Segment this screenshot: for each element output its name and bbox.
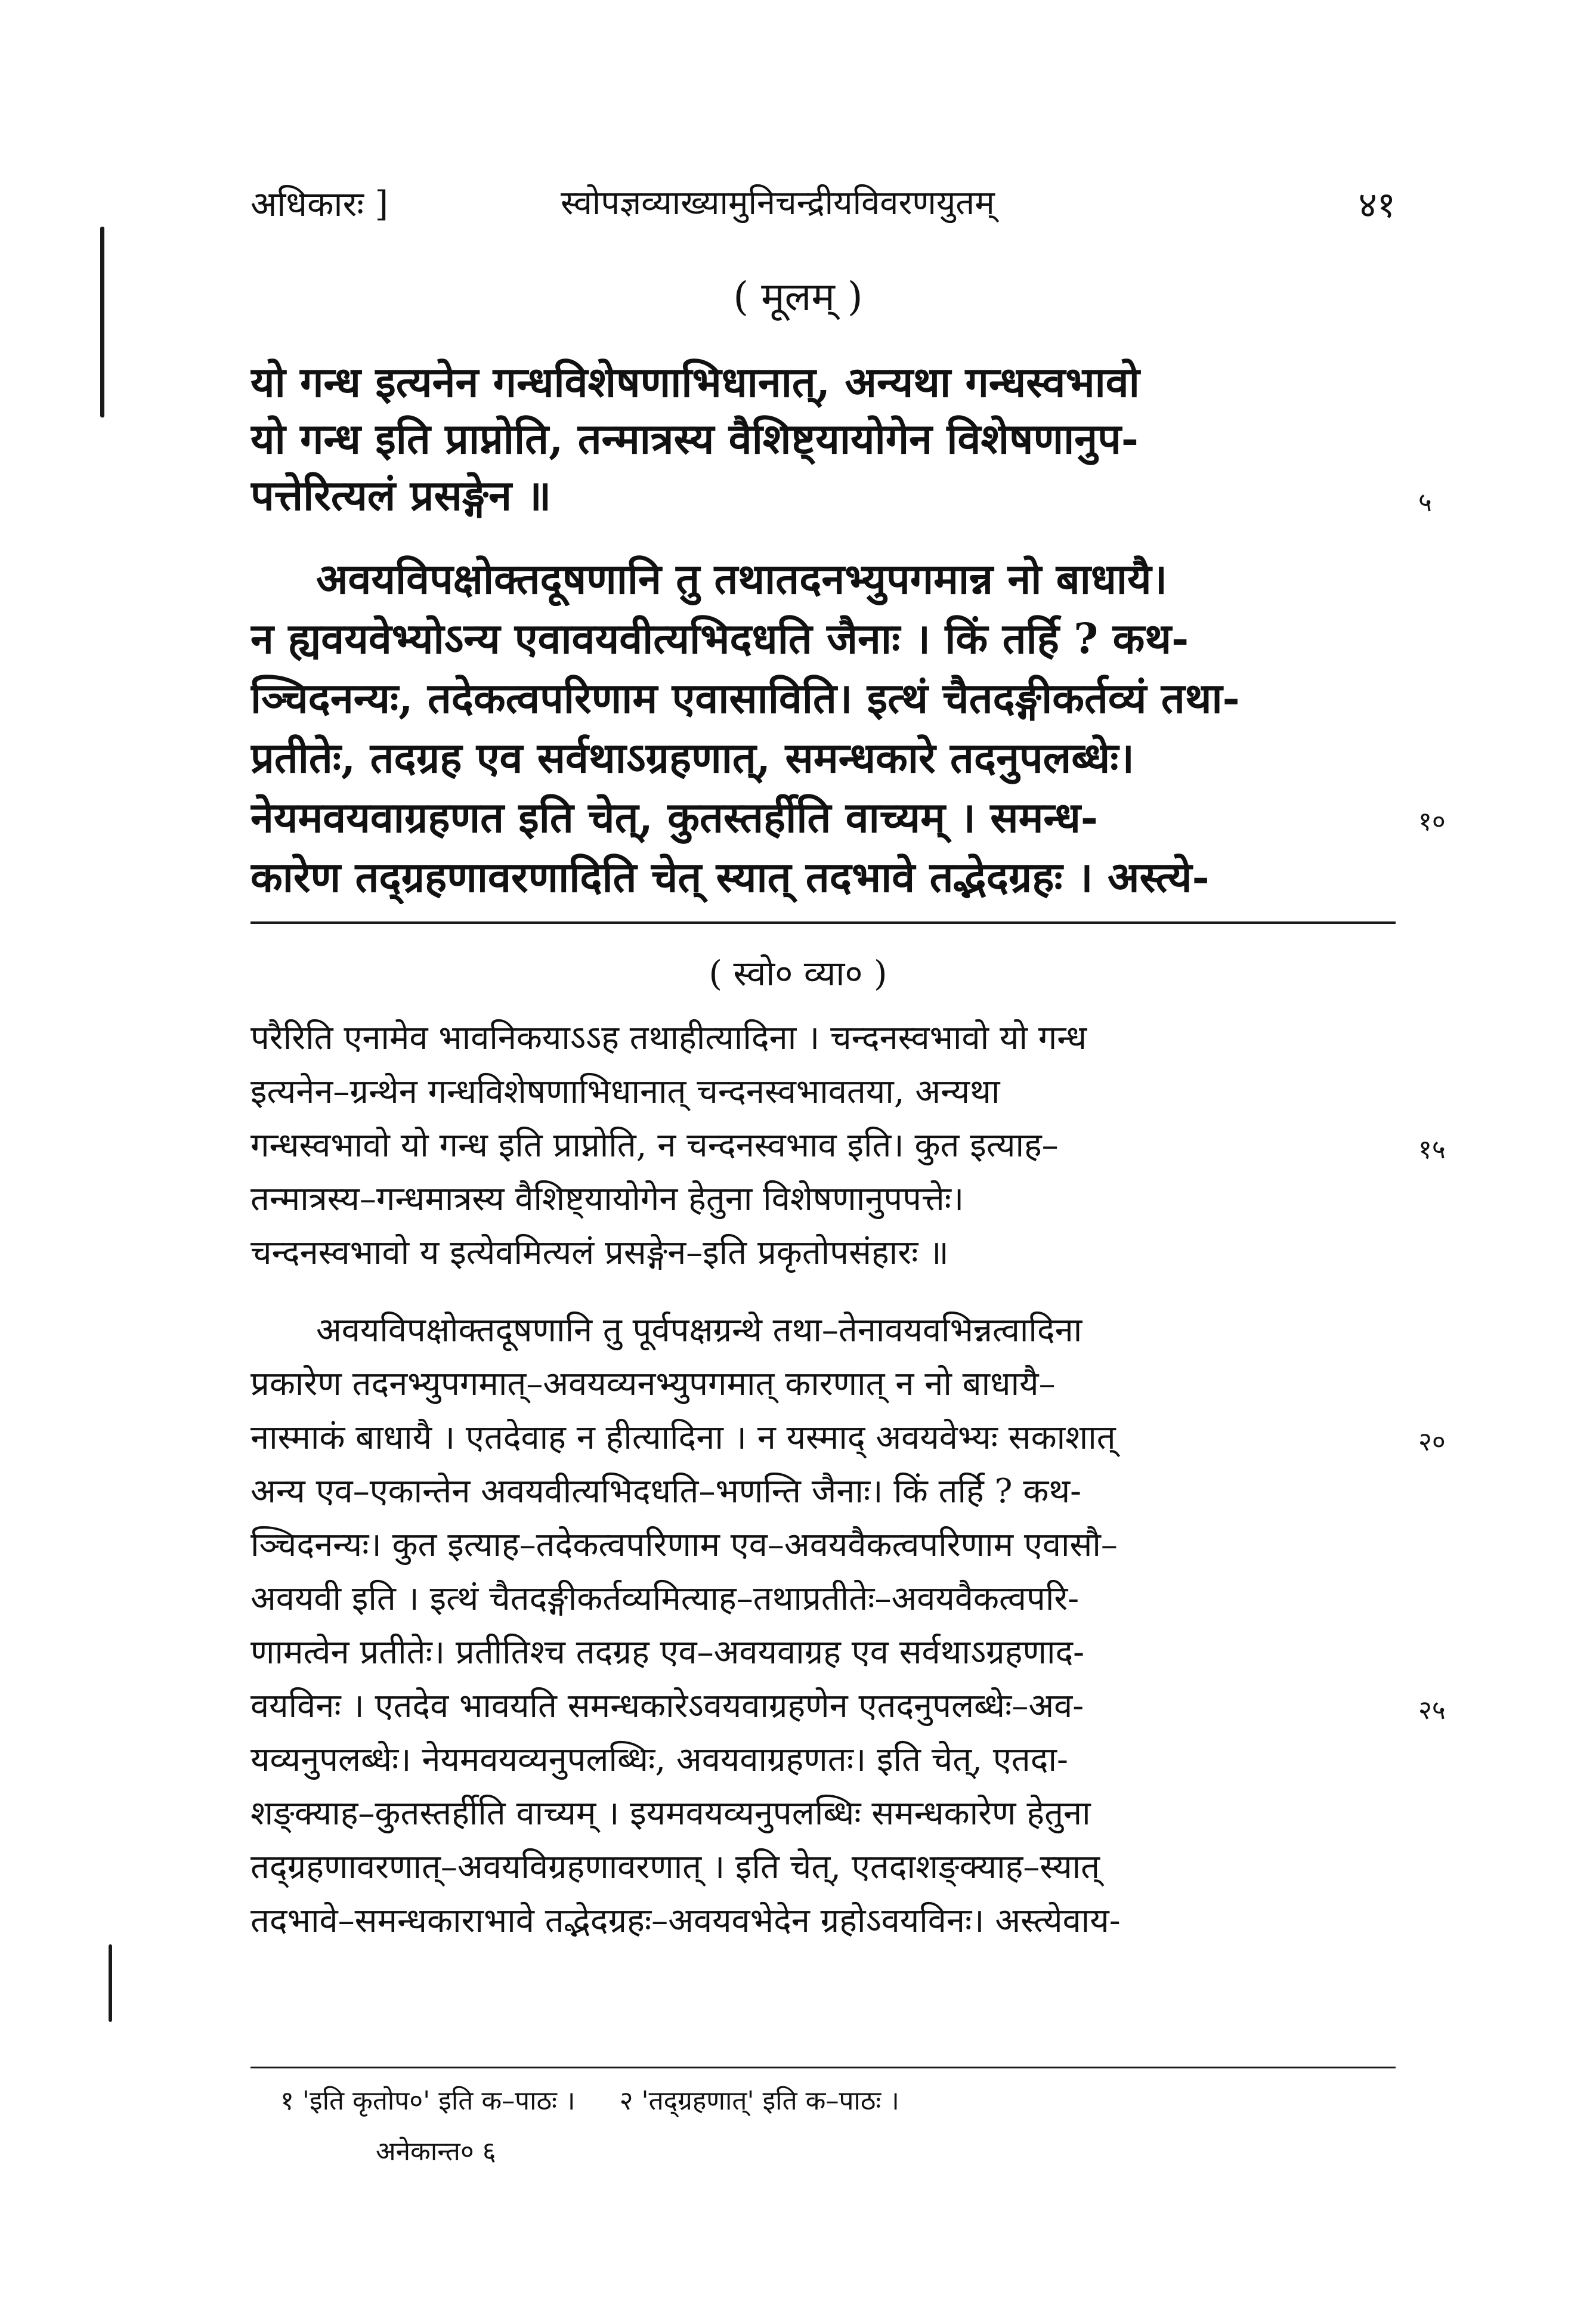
line-number-5: ५: [1418, 487, 1432, 518]
commentary-line: तद्ग्रहणावरणात्–अवयविग्रहणावरणात् । इति चेत्, एतदाशङ्क्याह–स्यात्: [250, 1848, 1100, 1886]
running-title: स्वोपज्ञव्याख्यामुनिचन्द्रीयविवरणयुतम्: [561, 184, 995, 222]
mula-line: यो गन्ध इत्यनेन गन्धविशेषणाभिधानात्, अन्यथा गन्धस्वभावो: [250, 357, 1140, 407]
commentary-line: वयविनः । एतदेव भावयति समन्धकारेऽवयवाग्रहणेन एतदनुपलब्धेः–अव-: [250, 1687, 1084, 1725]
mula-line: पत्तेरित्यलं प्रसङ्गेन ॥: [250, 471, 552, 520]
mula-heading: ( मूलम् ): [733, 274, 863, 320]
line-number-25: २५: [1418, 1695, 1446, 1725]
mula-line: ञ्चिदनन्यः, तदेकत्वपरिणाम एवासाविति। इत्थं चैतदङ्गीकर्तव्यं तथा-: [250, 673, 1240, 723]
footnotes: [280, 2082, 935, 2117]
left-margin-mark-top: [100, 227, 104, 417]
commentary-line: प्रकारेण तदनभ्युपगमात्–अवयव्यनभ्युपगमात् कारणात् न नो बाधायै–: [250, 1365, 1056, 1403]
commentary-line: ञ्चिदनन्यः। कुत इत्याह–तदेकत्वपरिणाम एव–अवयवैकत्वपरिणाम एवासौ–: [250, 1526, 1118, 1564]
commentary-line: यव्यनुपलब्धेः। नेयमवयव्यनुपलब्धिः, अवयवाग्रहणतः। इति चेत्, एतदा-: [250, 1740, 1068, 1779]
page-number: ४१: [1358, 184, 1396, 226]
commentary-heading: ( स्वो० व्या० ): [709, 953, 887, 994]
commentary-line: गन्धस्वभावो यो गन्ध इति प्राप्नोति, न चन्दनस्वभाव इति। कुत इत्याह–: [250, 1126, 1059, 1165]
section-divider: [250, 921, 1396, 924]
line-number-20: २०: [1418, 1427, 1446, 1457]
commentary-line: नास्माकं बाधायै । एतदेवाह न हीत्यादिना । न यस्माद् अवयवेभ्यः सकाशात्: [250, 1418, 1116, 1457]
signature-mark: अनेकान्त० ६: [376, 2136, 496, 2167]
left-margin-mark-bottom: [109, 1944, 112, 2022]
commentary-line: तन्मात्रस्य–गन्धमात्रस्य वैशिष्ट्यायोगेन हेतुना विशेषणानुपपत्तेः।: [250, 1180, 964, 1218]
commentary-line: परैरिति एनामेव भावनिकयाऽऽह तथाहीत्यादिना । चन्दनस्वभावो यो गन्ध: [250, 1019, 1087, 1057]
running-header: [250, 179, 1396, 233]
commentary-line: तदभावे–समन्धकाराभावे तद्भेदग्रहः–अवयवभेदेन ग्रहोऽवयविनः। अस्त्येवाय-: [250, 1901, 1121, 1940]
commentary-line: अन्य एव–एकान्तेन अवयवीत्यभिदधति–भणन्ति जैनाः। किं तर्हि ? कथ-: [250, 1472, 1082, 1511]
mula-line: प्रतीतेः, तदग्रह एव सर्वथाऽग्रहणात्, समन्धकारे तदनुपलब्धेः।: [250, 733, 1134, 783]
commentary-line: अवयविपक्षोक्तदूषणानि तु पूर्वपक्षग्रन्थे तथा–तेनावयवभिन्नत्वादिना: [316, 1311, 1082, 1350]
mula-line: अवयविपक्षोक्तदूषणानि तु तथातदनभ्युपगमान्न नो बाधायै।: [316, 554, 1168, 604]
commentary-line: अवयवी इति । इत्थं चैतदङ्गीकर्तव्यमित्याह–तथाप्रतीतेः–अवयवैकत्वपरि-: [250, 1579, 1080, 1618]
mula-line: कारेण तद्ग्रहणावरणादिति चेत् स्यात् तदभावे तद्भेदग्रहः । अस्त्ये-: [250, 852, 1210, 902]
commentary-line: णामत्वेन प्रतीतेः। प्रतीतिश्च तदग्रह एव–अवयवाग्रह एव सर्वथाऽग्रहणाद-: [250, 1633, 1085, 1672]
chapter-label: अधिकारः ]: [250, 184, 389, 224]
line-number-10: १०: [1418, 806, 1446, 837]
mula-line: यो गन्ध इति प्राप्नोति, तन्मात्रस्य वैशिष्ट्यायोगेन विशेषणानुप-: [250, 414, 1139, 463]
footnote-2: २ 'तद्ग्रहणात्' इति क–पाठः ।: [619, 2086, 899, 2116]
commentary-line: चन्दनस्वभावो य इत्येवमित्यलं प्रसङ्गेन–इति प्रकृतोपसंहारः ॥: [250, 1233, 949, 1272]
footnote-rule: [250, 2067, 1396, 2068]
footnote-1: १ 'इति कृतोप०' इति क–पाठः ।: [280, 2086, 576, 2116]
mula-line: न ह्यवयवेभ्योऽन्य एवावयवीत्यभिदधति जैनाः । किं तर्हि ? कथ-: [250, 614, 1189, 663]
commentary-line: शङ्क्याह–कुतस्तर्हीति वाच्यम् । इयमवयव्यनुपलब्धिः समन्धकारेण हेतुना: [250, 1794, 1091, 1833]
line-number-15: १५: [1418, 1134, 1446, 1165]
commentary-line: इत्यनेन–ग्रन्थेन गन्धविशेषणाभिधानात् चन्दनस्वभावतया, अन्यथा: [250, 1072, 1000, 1111]
mula-line: नेयमवयवाग्रहणत इति चेत्, कुतस्तर्हीति वाच्यम् । समन्ध-: [250, 793, 1098, 842]
